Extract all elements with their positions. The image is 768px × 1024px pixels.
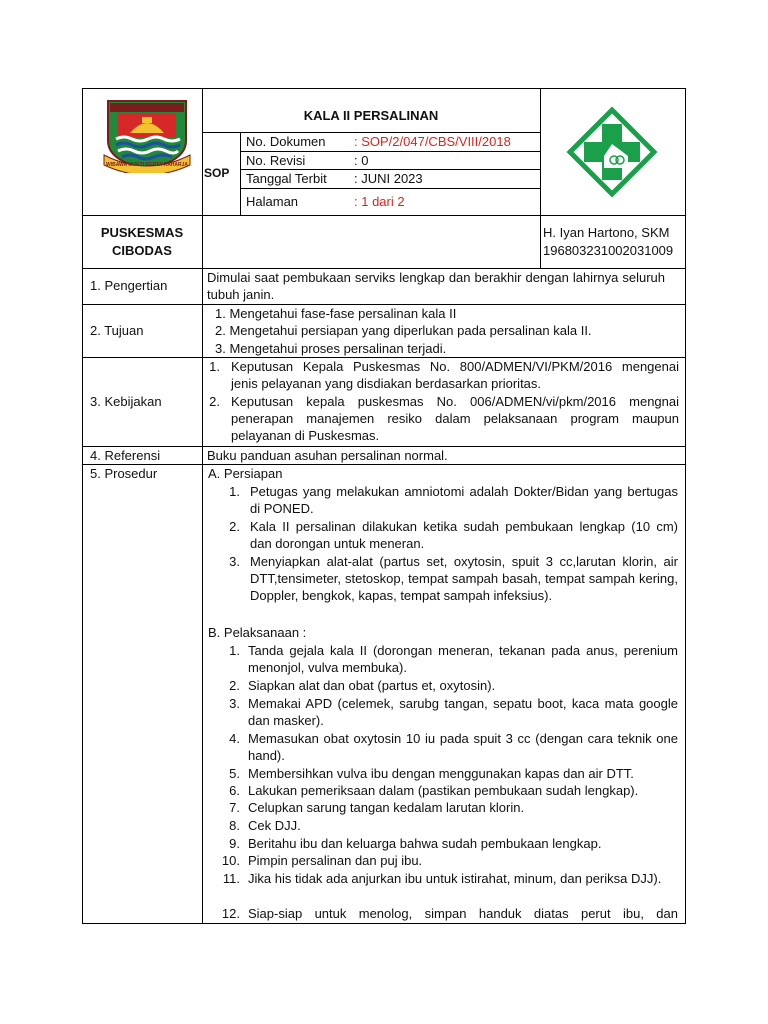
signer-name: H. Iyan Hartono, SKM xyxy=(543,225,670,240)
field-value-dokumen: : SOP/2/047/CBS/VIII/2018 xyxy=(354,134,511,149)
pelaksanaan-text-5: Membersihkan vulva ibu dengan menggunakan kapas dan air DTT. xyxy=(248,766,634,781)
field-value-halaman: : 1 dari 2 xyxy=(354,194,405,209)
tujuan-item-3: 3. Mengetahui proses persalinan terjadi. xyxy=(215,341,447,356)
logo-text-bottom: WIBAWA MUKTI KERTA RAHARJA xyxy=(106,162,189,168)
tujuan-item-2: 2. Mengetahui persiapan yang diperlukan pada persalinan kala II. xyxy=(215,323,592,338)
pelaksanaan-num-11: 11. xyxy=(222,871,240,886)
rule-right-col xyxy=(540,88,541,269)
section-label-pengertian: 1. Pengertian xyxy=(90,278,168,293)
persiapan-title: A. Persiapan xyxy=(208,466,283,481)
section-label-tujuan: 2. Tujuan xyxy=(90,323,144,338)
rule-referensi-bottom xyxy=(82,464,686,465)
org-name-line2: CIBODAS xyxy=(112,243,172,258)
pelaksanaan-text-3: Memakai APD (celemek, sarubg tangan, sepatu boot, kaca mata google dan masker). xyxy=(248,696,678,728)
section-label-prosedur: 5. Prosedur xyxy=(90,466,158,481)
field-value-revisi: : 0 xyxy=(354,153,369,168)
pengertian-text: Dimulai saat pembukaan serviks lengkap dan berakhir dengan lahirnya seluruh tubuh janin. xyxy=(207,270,665,302)
field-label-halaman: Halaman xyxy=(246,194,299,209)
kebijakan-text-1: Keputusan Kepala Puskesmas No. 800/ADMEN/VI/PKM/2016 mengenai jenis pelayanan yang disdiakan berdasarkan prioritas. xyxy=(231,359,679,391)
section-label-kebijakan: 3. Kebijakan xyxy=(90,394,162,409)
pelaksanaan-text-6: Lakukan pemeriksaan dalam (pastikan pembukaan sudah lengkap). xyxy=(248,783,639,798)
pelaksanaan-title: B. Pelaksanaan : xyxy=(208,625,307,640)
puskesmas-logo xyxy=(566,106,658,198)
referensi-text: Buku panduan asuhan persalinan normal. xyxy=(207,448,448,463)
pelaksanaan-num-4: 4. xyxy=(229,731,240,746)
pelaksanaan-text-4: Memasukan obat oxytosin 10 iu pada spuit 3 cc (dengan cara teknik one hand). xyxy=(248,731,678,763)
pelaksanaan-text-12: Siap-siap untuk menolog, simpan handuk diatas perut ibu, dan xyxy=(248,906,678,921)
pelaksanaan-num-5: 5. xyxy=(229,766,240,781)
pelaksanaan-text-7: Celupkan sarung tangan kedalam larutan klorin. xyxy=(248,800,525,815)
pelaksanaan-num-2: 2. xyxy=(229,678,240,693)
signer-nip: 196803231002031009 xyxy=(543,243,674,258)
field-value-terbit: : JUNI 2023 xyxy=(354,171,423,186)
pelaksanaan-text-10: Pimpin persalinan dan puj ibu. xyxy=(248,853,423,868)
pelaksanaan-num-8: 8. xyxy=(229,818,240,833)
kebijakan-num-1: 1. xyxy=(209,359,220,374)
pelaksanaan-num-6: 6. xyxy=(229,783,240,798)
field-label-terbit: Tanggal Terbit xyxy=(246,171,327,186)
persiapan-num-2: 2. xyxy=(229,519,240,534)
tujuan-item-1: 1. Mengetahui fase-fase persalinan kala II xyxy=(215,306,457,321)
rule-header-bottom xyxy=(82,215,686,216)
kebijakan-text-2: Keputusan kepala puskesmas No. 006/ADMEN/vi/pkm/2016 mengnai penerapan manajemen resiko dalam pelaksanaan program maupun pelayanan di Puskesmas. xyxy=(231,394,679,443)
pelaksanaan-num-10: 10. xyxy=(221,853,240,868)
pelaksanaan-text-1: Tanda gejala kala II (dorongan meneran, tekanan pada anus, perenium menonjol, vulva membuka). xyxy=(248,643,678,675)
logo-text-top: KABUPATEN BANDUNG BARAT xyxy=(114,93,191,99)
sop-label: SOP xyxy=(204,166,230,180)
persiapan-text-3: Menyiapkan alat-alat (partus set, oxytosin, spuit 3 cc,larutan klorin, air DTT,tensimeter, stetoskop, tempat sampah basah, tempat sampah kering, Doppler, bengkok, kapas, tempat sampah infeksius). xyxy=(250,554,678,603)
rule-sop-right xyxy=(240,132,241,216)
pelaksanaan-num-12: 12. xyxy=(221,906,240,921)
pelaksanaan-num-1: 1. xyxy=(229,643,240,658)
pelaksanaan-num-7: 7. xyxy=(229,800,240,815)
persiapan-text-1: Petugas yang melakukan amniotomi adalah Dokter/Bidan yang bertugas di PONED. xyxy=(250,484,678,516)
section-label-referensi: 4. Referensi xyxy=(90,448,161,463)
pelaksanaan-num-9: 9. xyxy=(229,836,240,851)
persiapan-num-3: 3. xyxy=(229,554,240,569)
rule-field3-bottom xyxy=(240,188,540,189)
pelaksanaan-text-9: Beritahu ibu dan keluarga bahwa sudah pembukaan lengkap. xyxy=(248,836,602,851)
persiapan-text-2: Kala II persalinan dilakukan ketika sudah pembukaan lengkap (10 cm) dan dorongan untuk meneran. xyxy=(250,519,678,551)
org-name-line1: PUSKESMAS xyxy=(100,225,184,240)
field-label-revisi: No. Revisi xyxy=(246,153,306,168)
pelaksanaan-text-2: Siapkan alat dan obat (partus et, oxytosin). xyxy=(248,678,496,693)
field-label-dokumen: No. Dokumen xyxy=(246,134,326,149)
pelaksanaan-text-11: Jika his tidak ada anjurkan ibu untuk istirahat, minum, dan periksa DJJ). xyxy=(248,871,662,886)
pelaksanaan-num-3: 3. xyxy=(229,696,240,711)
persiapan-num-1: 1. xyxy=(229,484,240,499)
kebijakan-num-2: 2. xyxy=(209,394,220,409)
pelaksanaan-text-8: Cek DJJ. xyxy=(248,818,301,833)
sop-title: KALA II PERSALINAN xyxy=(303,108,439,123)
